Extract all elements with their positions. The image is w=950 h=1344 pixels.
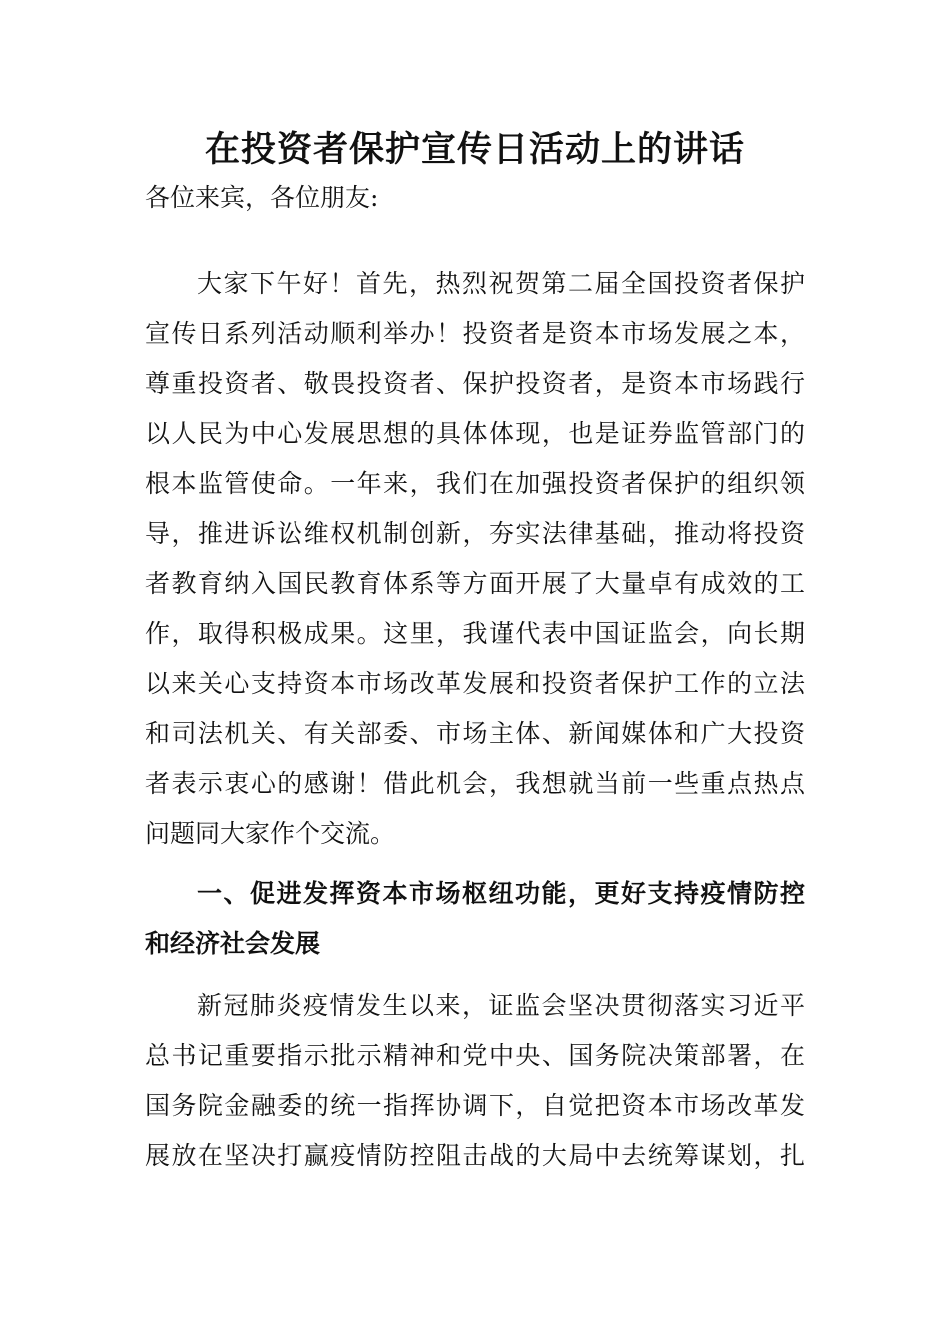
paragraph-line: 展放在坚决打赢疫情防控阻击战的大局中去统筹谋划，扎 [145, 1141, 805, 1170]
paragraph-line: 根本监管使命。一年来，我们在加强投资者保护的组织领 [145, 469, 805, 498]
salutation: 各位来宾，各位朋友: [145, 183, 379, 212]
paragraph-line: 作，取得积极成果。这里，我谨代表中国证监会，向长期 [145, 619, 805, 648]
paragraph-line: 者教育纳入国民教育体系等方面开展了大量卓有成效的工 [145, 569, 805, 598]
document-title: 在投资者保护宣传日活动上的讲话 [204, 129, 745, 170]
paragraph-line: 宣传日系列活动顺利举办！投资者是资本市场发展之本， [145, 319, 805, 348]
paragraph-line: 尊重投资者、敬畏投资者、保护投资者，是资本市场践行 [145, 369, 805, 398]
paragraph-line: 和司法机关、有关部委、市场主体、新闻媒体和广大投资 [145, 719, 805, 748]
heading-line: 一、促进发挥资本市场枢纽功能，更好支持疫情防控 [197, 879, 805, 908]
paragraph-line: 者表示衷心的感谢！借此机会，我想就当前一些重点热点 [145, 769, 805, 798]
paragraph-line: 导，推进诉讼维权机制创新，夯实法律基础，推动将投资 [145, 519, 805, 548]
paragraph-line: 总书记重要指示批示精神和党中央、国务院决策部署，在 [145, 1041, 805, 1070]
paragraph-line: 以来关心支持资本市场改革发展和投资者保护工作的立法 [145, 669, 805, 698]
paragraph-line: 大家下午好！首先，热烈祝贺第二届全国投资者保护 [197, 269, 805, 298]
paragraph-line: 以人民为中心发展思想的具体体现，也是证券监管部门的 [145, 419, 805, 448]
paragraph-line: 新冠肺炎疫情发生以来，证监会坚决贯彻落实习近平 [197, 991, 805, 1020]
paragraph-line: 问题同大家作个交流。 [145, 819, 396, 848]
paragraph-line: 国务院金融委的统一指挥协调下，自觉把资本市场改革发 [145, 1091, 805, 1120]
heading-line: 和经济社会发展 [145, 929, 321, 958]
